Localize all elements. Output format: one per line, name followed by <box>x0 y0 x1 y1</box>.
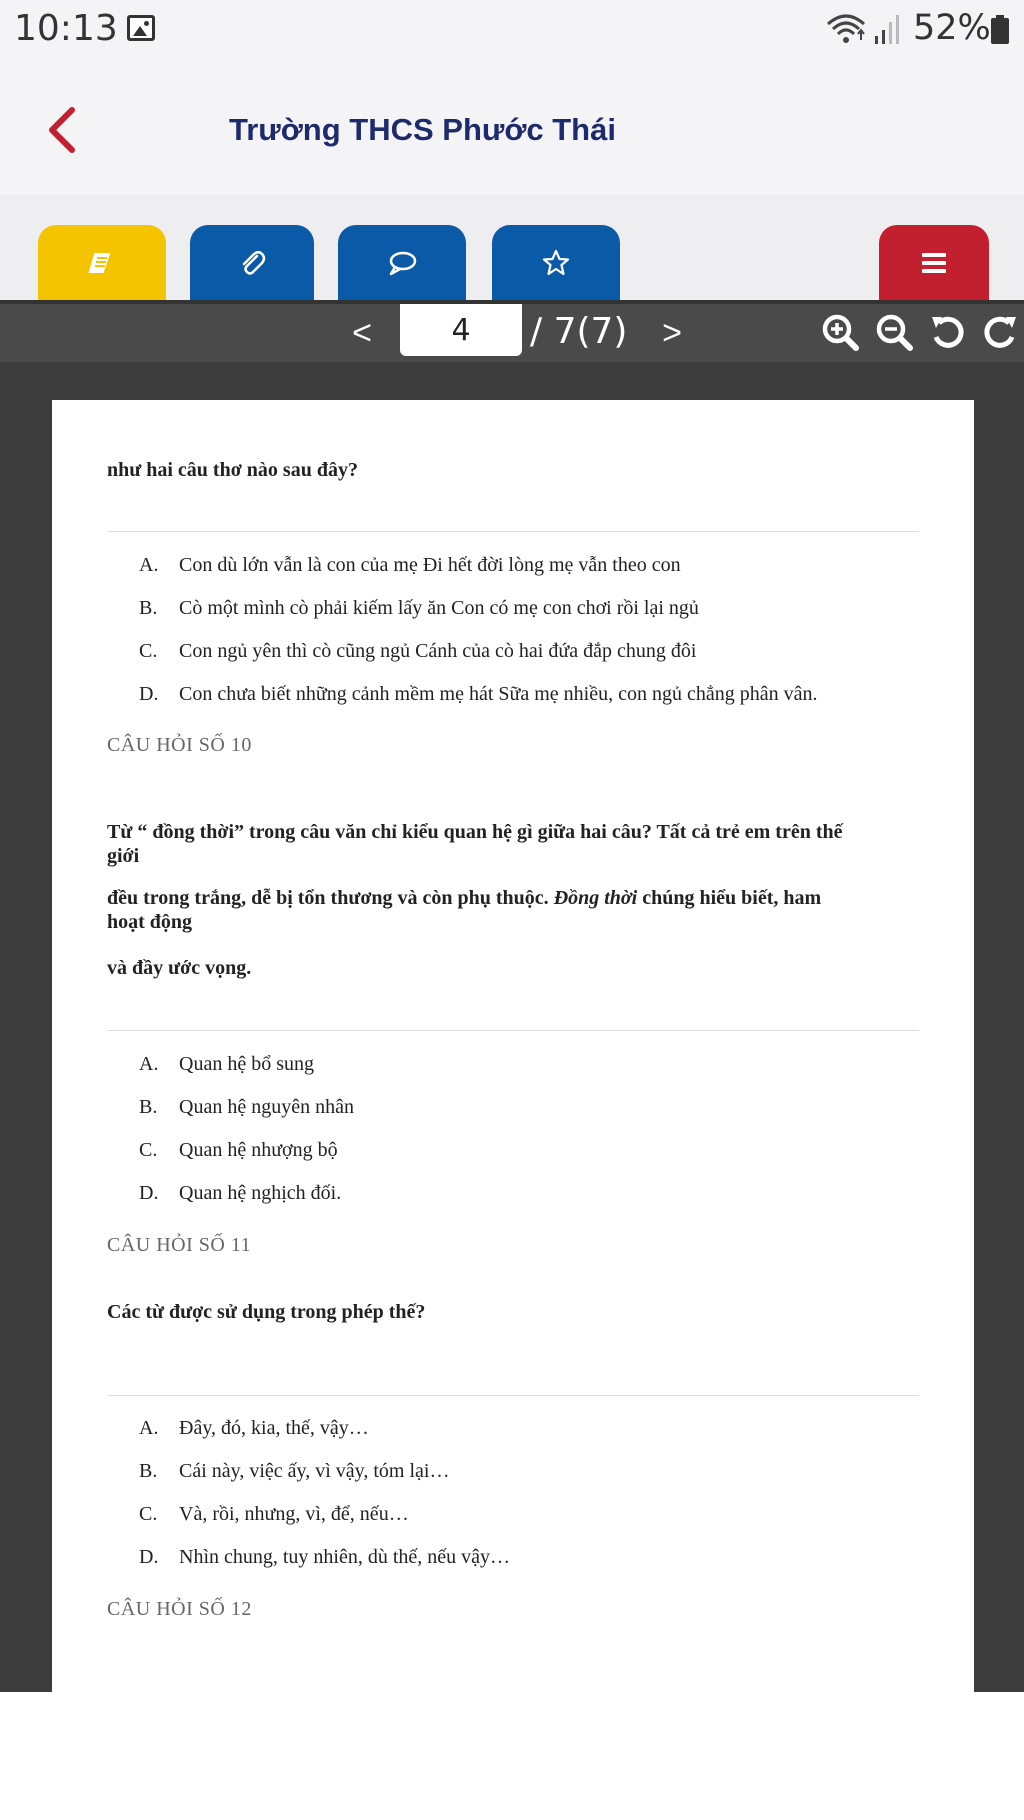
document-viewport[interactable] <box>0 362 1024 1692</box>
q9-option-d[interactable] <box>139 683 817 706</box>
stem-italic-text: Đồng thời <box>553 887 638 909</box>
book-icon <box>87 248 117 278</box>
option-text: Nhìn chung, tuy nhiên, dù thế, nếu vậy… <box>179 1546 511 1568</box>
option-letter: D. <box>139 1182 159 1204</box>
question-9-stem: như hai câu thơ nào sau đây? <box>107 459 358 481</box>
q11-option-d[interactable] <box>139 1546 510 1569</box>
q10-option-d[interactable] <box>139 1182 341 1205</box>
wifi-icon <box>824 12 868 46</box>
q9-option-b[interactable] <box>139 597 699 620</box>
zoom-in-icon <box>819 311 861 353</box>
question-11-stem: Các từ được sử dụng trong phép thế? <box>107 1301 426 1323</box>
option-text: Con chưa biết những cảnh mềm mẹ hát Sữa mẹ nhiều, con ngủ chẳng phân vân. <box>179 683 818 705</box>
status-time: 10:13 <box>14 8 118 49</box>
image-notification-icon <box>127 15 155 41</box>
option-text: Quan hệ nguyên nhân <box>179 1096 354 1118</box>
status-bar <box>0 0 1024 60</box>
option-letter: D. <box>139 683 159 705</box>
next-page-button[interactable]: > <box>662 314 682 352</box>
q10-option-c[interactable] <box>139 1139 338 1162</box>
toolbar-tabs <box>0 195 1024 300</box>
blank-area <box>0 1692 1024 1820</box>
q10-option-a[interactable] <box>139 1053 314 1076</box>
battery-icon <box>990 15 1010 45</box>
tab-book[interactable] <box>38 225 166 301</box>
stem-text: chúng hiểu biết, ham <box>637 887 822 909</box>
stem-text: đều trong trắng, dễ bị tổn thương và còn phụ thuộc. <box>107 887 554 909</box>
comment-icon <box>387 248 417 278</box>
zoom-out-icon <box>873 311 915 353</box>
question-12-label: CÂU HỎI SỐ 12 <box>107 1598 252 1620</box>
page-title: Trường THCS Phước Thái <box>229 112 616 147</box>
option-letter: A. <box>139 1417 159 1439</box>
option-letter: A. <box>139 554 159 576</box>
star-icon <box>541 248 571 278</box>
option-text: Cái này, việc ấy, vì vậy, tóm lại… <box>179 1460 450 1482</box>
divider <box>107 1395 919 1396</box>
page-total: / 7(7) <box>530 311 628 352</box>
option-letter: B. <box>139 1460 158 1482</box>
option-letter: B. <box>139 1096 158 1118</box>
q10-option-b[interactable] <box>139 1096 354 1119</box>
stem-text: giới <box>107 845 140 867</box>
option-text: Và, rồi, nhưng, vì, để, nếu… <box>179 1503 409 1525</box>
rotate-right-icon <box>979 311 1021 353</box>
signal-icon <box>874 14 900 44</box>
divider <box>107 1030 919 1031</box>
zoom-out-button[interactable] <box>870 306 918 358</box>
tab-menu[interactable] <box>879 225 989 301</box>
option-letter: A. <box>139 1053 159 1075</box>
q11-option-c[interactable] <box>139 1503 409 1526</box>
battery-percent: 52% <box>913 8 991 48</box>
menu-icon <box>919 248 949 278</box>
page-number-input[interactable] <box>400 304 522 356</box>
rotate-left-icon <box>927 311 969 353</box>
pdf-viewer-toolbar <box>0 300 1024 362</box>
rotate-right-button[interactable] <box>976 306 1024 358</box>
option-letter: C. <box>139 1503 158 1525</box>
question-10-label: CÂU HỎI SỐ 10 <box>107 734 252 756</box>
option-letter: D. <box>139 1546 159 1568</box>
tab-comment[interactable] <box>338 225 466 301</box>
document-page <box>52 400 974 1692</box>
option-text: Con dù lớn vẫn là con của mẹ Đi hết đời lòng mẹ vẫn theo con <box>179 554 681 576</box>
stem-text: Từ “ đồng thời” trong câu văn chỉ kiểu quan hệ gì giữa hai câu? Tất cả trẻ em trên thế <box>107 821 843 843</box>
q11-option-b[interactable] <box>139 1460 449 1483</box>
option-text: Quan hệ bổ sung <box>179 1053 314 1075</box>
divider <box>107 531 919 532</box>
option-text: Đây, đó, kia, thế, vậy… <box>179 1417 369 1439</box>
q9-option-a[interactable] <box>139 554 681 577</box>
question-10-stem-line-3: và đầy ước vọng. <box>107 957 252 979</box>
option-letter: C. <box>139 1139 158 1161</box>
option-letter: C. <box>139 640 158 662</box>
zoom-in-button[interactable] <box>816 306 864 358</box>
stem-text: hoạt động <box>107 911 193 933</box>
option-letter: B. <box>139 597 158 619</box>
paperclip-icon <box>237 248 267 278</box>
option-text: Con ngủ yên thì cò cũng ngủ Cánh của cò hai đứa đắp chung đôi <box>179 640 697 662</box>
previous-page-button[interactable]: < <box>352 314 372 352</box>
q9-option-c[interactable] <box>139 640 696 663</box>
app-header <box>0 60 1024 195</box>
question-10-stem-line-2 <box>107 886 907 934</box>
option-text: Cò một mình cò phải kiếm lấy ăn Con có mẹ con chơi rồi lại ngủ <box>179 597 699 619</box>
question-11-label: CÂU HỎI SỐ 11 <box>107 1234 252 1256</box>
rotate-left-button[interactable] <box>924 306 972 358</box>
question-10-stem-line-1 <box>107 820 907 868</box>
q11-option-a[interactable] <box>139 1417 369 1440</box>
option-text: Quan hệ nghịch đối. <box>179 1182 342 1204</box>
tab-attachment[interactable] <box>190 225 314 301</box>
tab-favorite[interactable] <box>492 225 620 301</box>
option-text: Quan hệ nhượng bộ <box>179 1139 338 1161</box>
